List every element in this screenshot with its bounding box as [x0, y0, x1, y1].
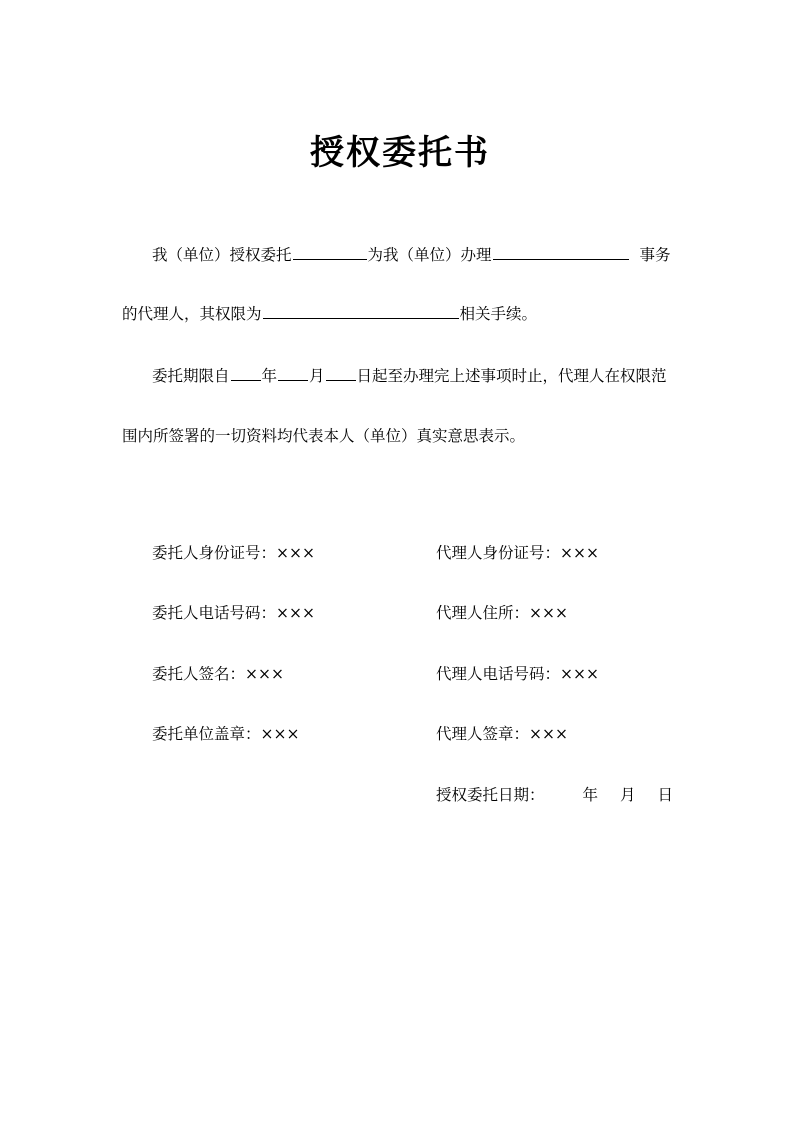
authorization-date — [436, 784, 673, 806]
principal-unit-seal: 委托单位盖章：××× — [152, 725, 300, 743]
fill-blank-start-month — [278, 364, 308, 381]
document-title: 授权委托书 — [310, 133, 490, 173]
paragraph-1-line-2 — [122, 302, 537, 325]
fill-blank-agent-name — [293, 243, 367, 260]
text-segment: 的代理人，其权限为 — [122, 305, 262, 323]
agent-phone-number: 代理人电话号码：××× — [436, 665, 599, 683]
principal-id-number: 委托人身份证号：××× — [152, 544, 315, 562]
fill-blank-matter — [493, 243, 629, 260]
date-day: 日 — [657, 786, 674, 804]
principal-phone-number: 委托人电话号码：××× — [152, 604, 315, 622]
text-segment: 年 — [261, 367, 278, 385]
principal-signature: 委托人签名：××× — [152, 665, 284, 683]
text-segment: 事务 — [639, 246, 671, 264]
text-segment: 为我（单位）办理 — [367, 246, 492, 264]
agent-signature: 代理人签章：××× — [436, 725, 568, 743]
text-segment: 日起至办理完上述事项时止，代理人在权限范 — [356, 367, 667, 385]
fill-blank-start-day — [326, 364, 356, 381]
text-segment: 围内所签署的一切资料均代表本人（单位）真实意思表示。 — [122, 427, 526, 445]
agent-address: 代理人住所：××× — [436, 604, 568, 622]
text-segment: 相关手续。 — [459, 305, 538, 323]
text-segment: 月 — [309, 367, 325, 385]
date-month: 月 — [620, 786, 636, 804]
fill-blank-start-year — [231, 364, 261, 381]
text-segment: 我（单位）授权委托 — [152, 246, 292, 264]
text-segment: 委托期限自 — [152, 367, 230, 385]
paragraph-2-line-1 — [152, 364, 667, 387]
date-year: 年 — [582, 786, 599, 804]
agent-id-number: 代理人身份证号：××× — [436, 544, 599, 562]
paragraph-2-line-2 — [122, 425, 525, 447]
fill-blank-authority-scope — [263, 302, 459, 319]
paragraph-1-line-1 — [152, 243, 671, 266]
date-label: 授权委托日期： — [436, 786, 545, 804]
